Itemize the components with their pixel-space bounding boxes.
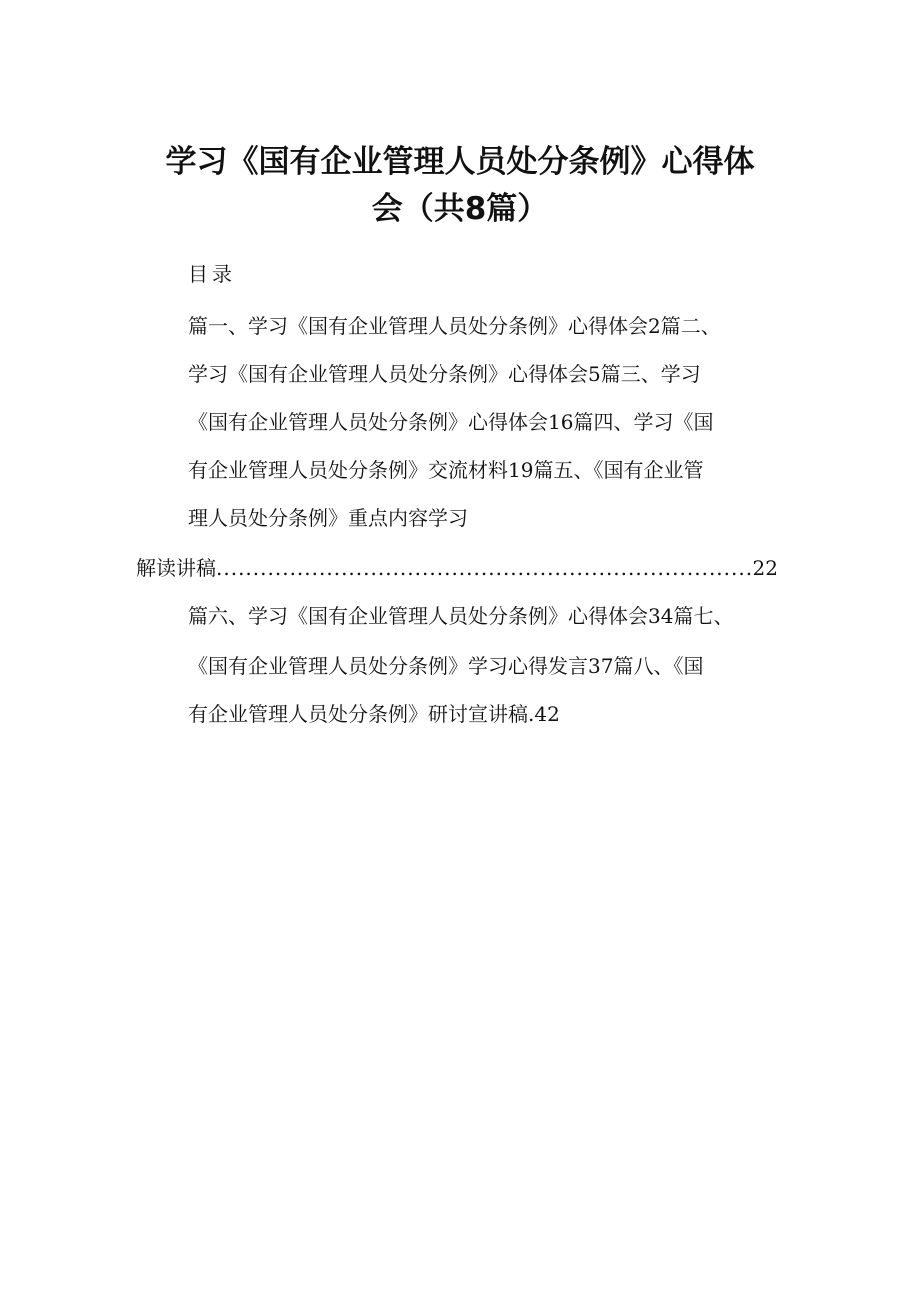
toc-entry-text: 解读讲稿 (136, 556, 216, 580)
toc-heading: 目录 (188, 262, 236, 286)
dot-leader (216, 553, 753, 583)
document-title-line-1: 学习《国有企业管理人员处分条例》心得体 (165, 144, 755, 180)
document-title-line-2: 会（共8篇） (371, 191, 549, 227)
toc-line: 理人员处分条例》重点内容学习 (188, 506, 468, 530)
toc-line: 学习《国有企业管理人员处分条例》心得体会5篇三、学习 (188, 362, 701, 386)
toc-line: 篇一、学习《国有企业管理人员处分条例》心得体会2篇二、 (188, 314, 721, 338)
toc-line: 《国有企业管理人员处分条例》心得体会16篇四、学习《国 (188, 410, 714, 434)
toc-page-number: 22 (752, 556, 778, 580)
toc-line: 《国有企业管理人员处分条例》学习心得发言37篇八、《国 (188, 654, 704, 678)
toc-line: 有企业管理人员处分条例》交流材料19篇五、《国有企业管 (188, 458, 704, 482)
toc-line: 有企业管理人员处分条例》研讨宣讲稿.42 (188, 702, 560, 726)
toc-line: 篇六、学习《国有企业管理人员处分条例》心得体会34篇七、 (188, 604, 734, 628)
toc-leader-entry (136, 553, 778, 583)
